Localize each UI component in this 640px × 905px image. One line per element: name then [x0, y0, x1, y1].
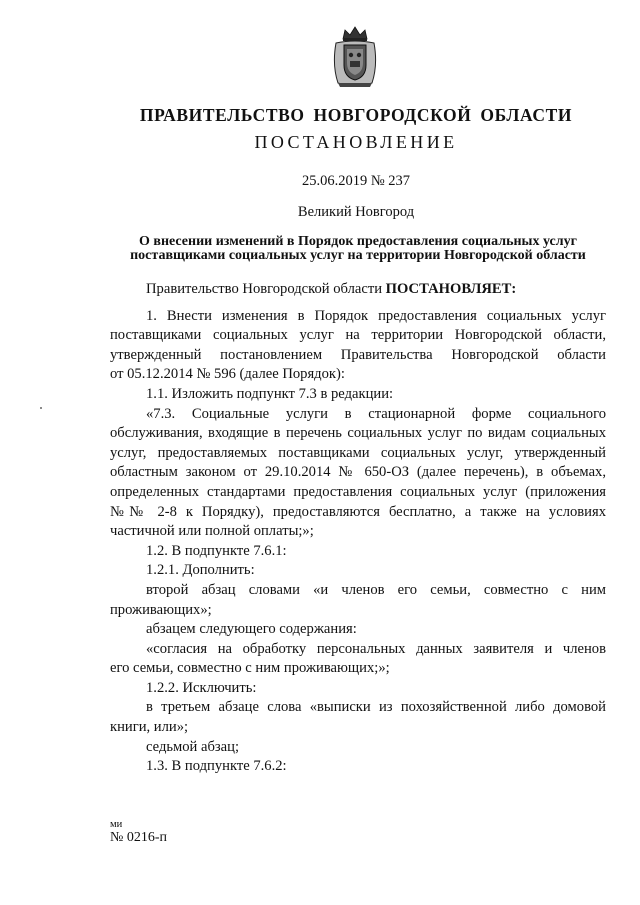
paragraph-line: книги, или»;: [110, 719, 189, 736]
document-type: ПОСТАНОВЛЕНИЕ: [254, 132, 458, 152]
registration-number: № 0216-п: [110, 830, 168, 845]
paragraph-line: абзацем следующего содержания:: [146, 621, 357, 638]
paragraph-line: 1.2.1. Дополнить:: [146, 562, 255, 579]
paragraph-line: обслуживания, входящие в перечень социальных услуг по видам социальных: [110, 425, 606, 442]
paragraph-line: 1.2. В подпункте 7.6.1:: [146, 542, 287, 559]
paragraph-line: второй абзац словами «и членов его семьи, совместно с ним: [146, 581, 606, 598]
paragraph-line: его семьи, совместно с ним проживающих;»;: [110, 660, 390, 677]
date-number: 25.06.2019 № 237: [301, 173, 411, 189]
document-body: [110, 280, 606, 777]
paragraph-line: областным законом от 29.10.2014 № 650-ОЗ (далее перечень), в объемах,: [110, 464, 606, 481]
paragraph-line: 1.1. Изложить подпункт 7.3 в редакции:: [146, 385, 394, 402]
government-name: ПРАВИТЕЛЬСТВО НОВГОРОДСКОЙ ОБЛАСТИ: [139, 105, 573, 125]
title-line: О внесении изменений в Порядок предоставления социальных услуг: [139, 234, 577, 249]
executor-initials: ми: [110, 819, 123, 830]
preamble-text: Правительство Новгородской области: [146, 281, 386, 297]
footer: [110, 818, 167, 844]
scan-speck: [40, 407, 42, 409]
document-title: [112, 235, 604, 263]
coat-of-arms-emblem: [330, 25, 380, 89]
paragraph-line: «согласия на обработку персональных данных заявителя и членов: [146, 640, 606, 657]
title-line: поставщиками социальных услуг на территории Новгородской области: [130, 248, 586, 263]
paragraph-line: 1. Внести изменения в Порядок предоставления социальных услуг: [146, 307, 606, 324]
paragraph-line: №№ 2-8 к Порядку), предоставляются бесплатно, а также на условиях: [110, 503, 606, 520]
paragraph-line: услуг, предоставляемых поставщиками социальных услуг, утвержденный: [110, 444, 606, 461]
paragraph-line: проживающих»;: [110, 601, 212, 618]
paragraph-line: в третьем абзаце слова «выписки из похозяйственной либо домовой: [146, 699, 606, 716]
paragraph-line: утвержденный постановлением Правительства Новгородской области: [110, 346, 606, 363]
paragraph-line: 1.2.2. Исключить:: [146, 679, 257, 696]
paragraph-line: определенных стандартами предоставления социальных услуг (приложения: [110, 483, 606, 500]
city: Великий Новгород: [297, 204, 415, 220]
decree-verb: ПОСТАНОВЛЯЕТ:: [385, 281, 517, 297]
paragraph-line: поставщиками социальных услуг на территории Новгородской области,: [110, 327, 606, 344]
preamble: [110, 280, 606, 300]
paragraph-line: частичной или полной оплаты;»;: [110, 523, 314, 540]
paragraph-line: 1.3. В подпункте 7.6.2:: [146, 758, 287, 775]
paragraph-line: седьмой абзац;: [146, 738, 240, 755]
paragraph-line: от 05.12.2014 № 596 (далее Порядок):: [110, 366, 345, 383]
paragraph-line: «7.3. Социальные услуги в стационарной форме социального: [146, 405, 606, 422]
